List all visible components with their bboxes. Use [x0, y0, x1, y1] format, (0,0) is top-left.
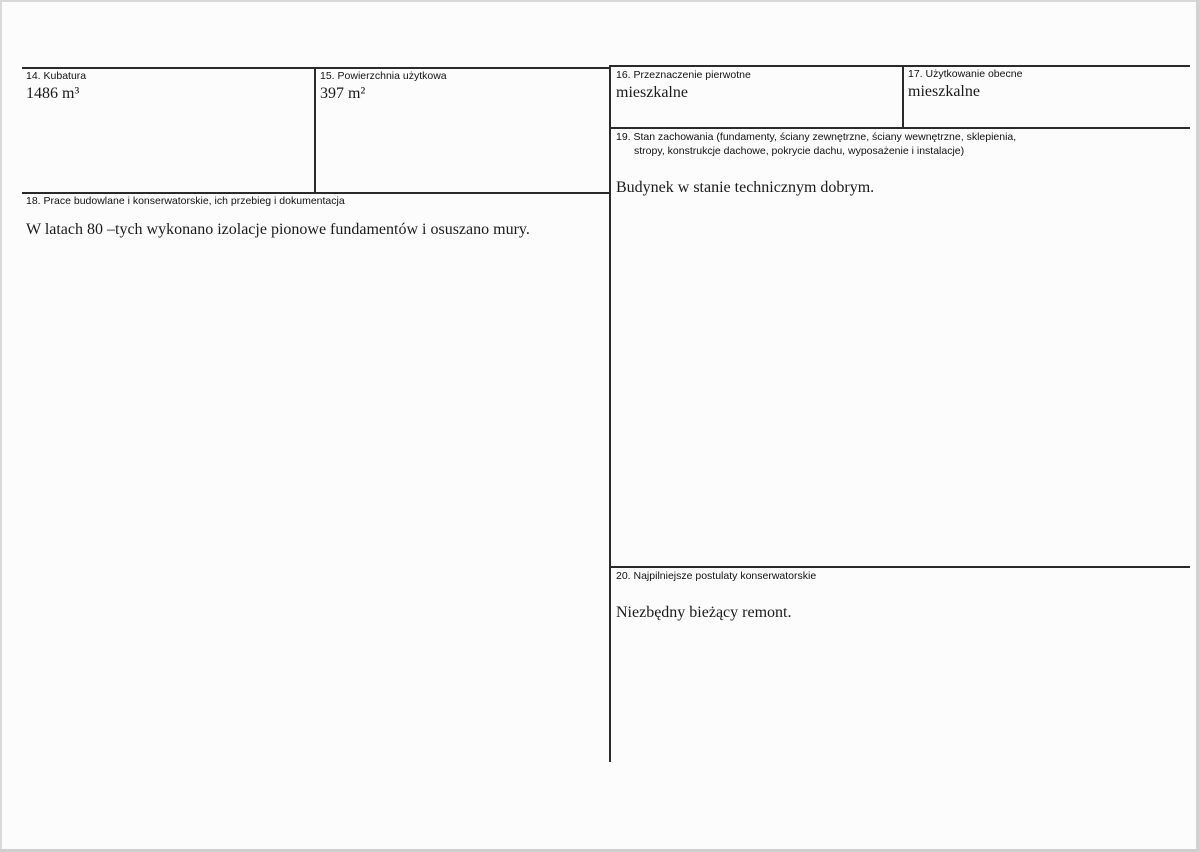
- field-15-label: 15. Powierzchnia użytkowa: [320, 70, 447, 82]
- field-19-label-line2: stropy, konstrukcje dachowe, pokrycie dachu, wyposażenie i instalacje): [634, 145, 965, 157]
- border-under-14-15: [22, 192, 610, 194]
- scan-edge-top: [0, 0, 1199, 2]
- field-20-value: Niezbędny bieżący remont.: [616, 604, 792, 621]
- field-18-label: 18. Prace budowlane i konserwatorskie, ich przebieg i dokumentacja: [26, 195, 345, 207]
- field-18-value: W latach 80 –tych wykonano izolacje pionowe fundamentów i osuszano mury.: [26, 221, 530, 238]
- field-14-label: 14. Kubatura: [26, 70, 87, 82]
- border-under-16-17: [610, 127, 1190, 129]
- field-17-label: 17. Użytkowanie obecne: [908, 68, 1023, 80]
- field-19-label-line1: 19. Stan zachowania (fundamenty, ściany zewnętrzne, ściany wewnętrzne, sklepienia,: [616, 131, 1017, 143]
- field-15-value: 397 m²: [320, 85, 366, 102]
- border-above-20: [610, 566, 1190, 568]
- field-14-value: 1486 m³: [26, 85, 80, 102]
- top-border-right: [610, 65, 1190, 67]
- top-border-left: [22, 67, 610, 69]
- field-17-value: mieszkalne: [908, 83, 980, 100]
- field-16-label: 16. Przeznaczenie pierwotne: [616, 69, 751, 81]
- field-19-value: Budynek w stanie technicznym dobrym.: [616, 179, 875, 196]
- field-16-value: mieszkalne: [616, 84, 688, 101]
- field-20-label: 20. Najpilniejsze postulaty konserwatorskie: [616, 570, 817, 582]
- divider-14-15: [314, 67, 316, 193]
- center-divider: [609, 65, 611, 762]
- scan-edge-left: [0, 0, 2, 852]
- divider-16-17: [902, 65, 904, 128]
